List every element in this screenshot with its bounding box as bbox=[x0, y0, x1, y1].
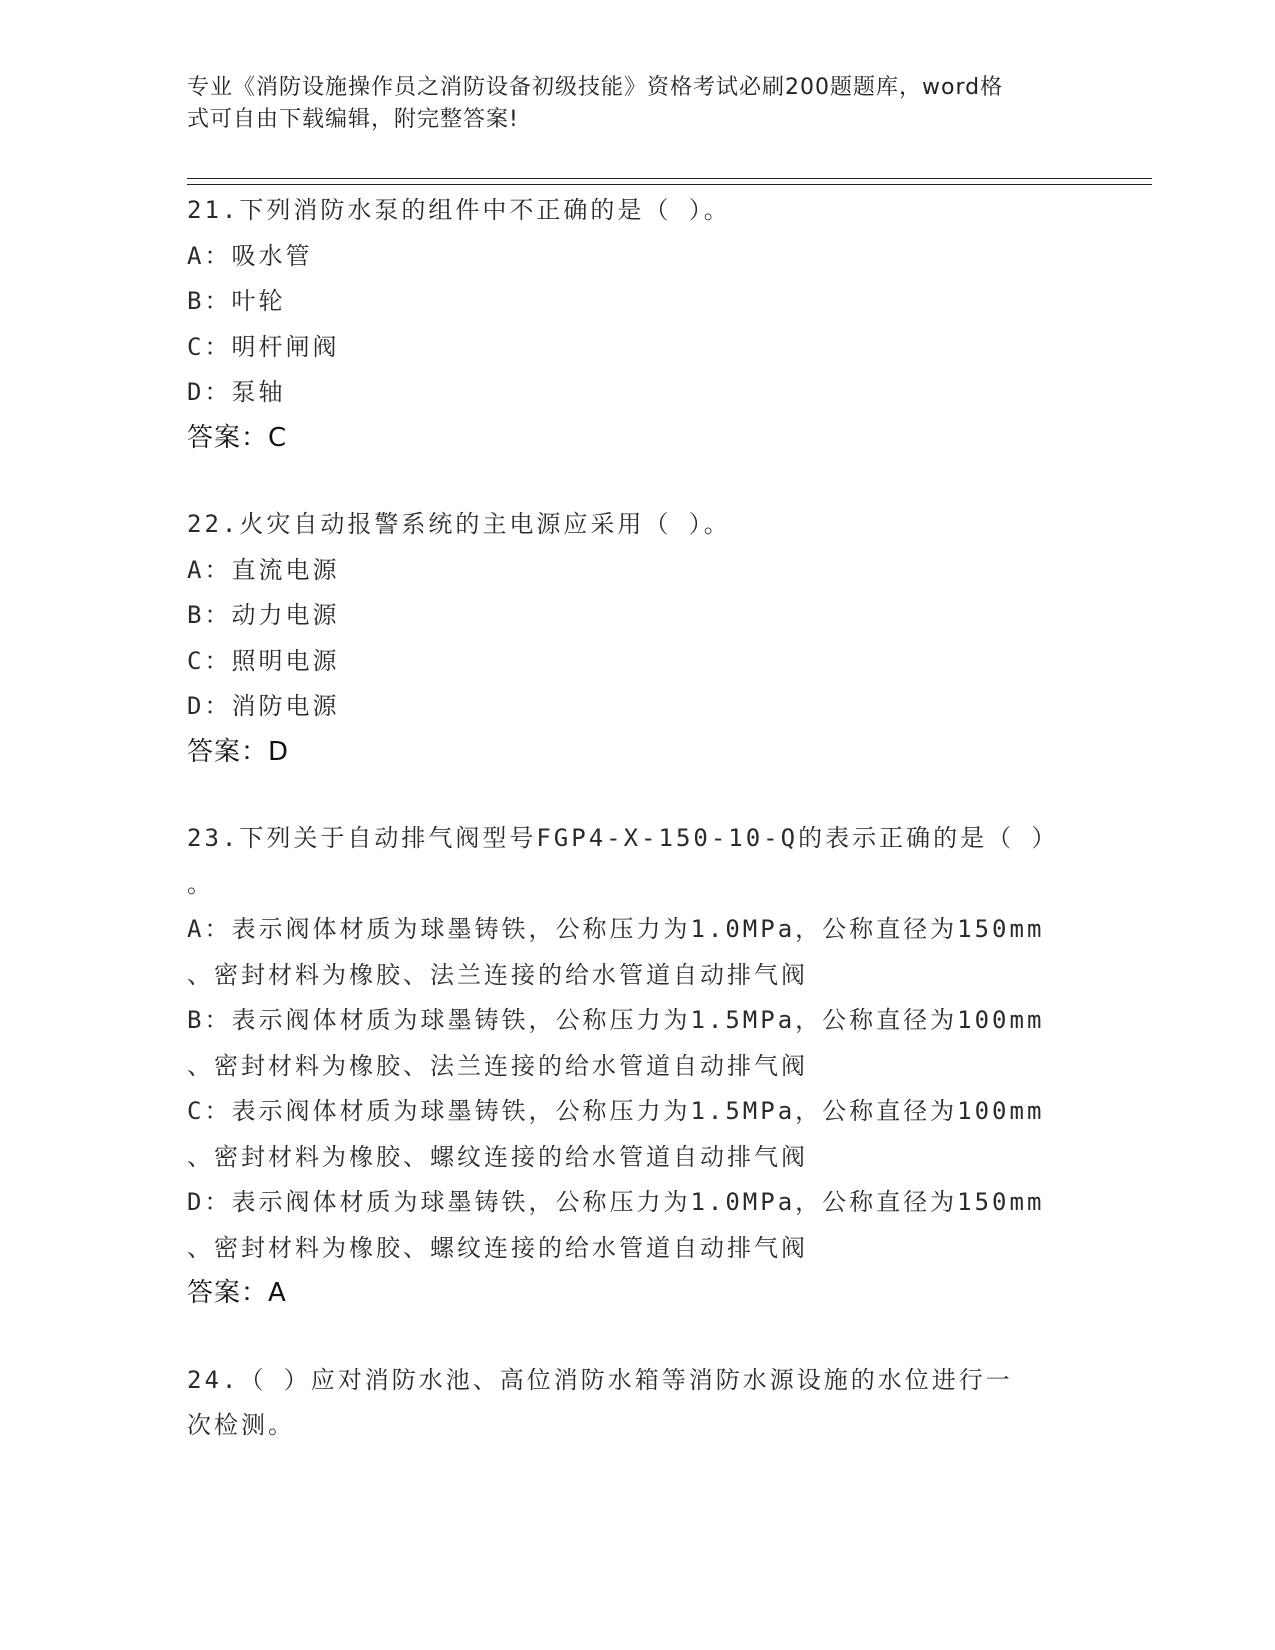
question-block bbox=[187, 502, 1087, 816]
answer-key: 答案：D bbox=[187, 736, 290, 767]
answer-option-line: D：泵轴 bbox=[187, 378, 286, 406]
answer-option-line: A：吸水管 bbox=[187, 241, 313, 270]
header-divider-bottom bbox=[187, 184, 1152, 185]
header-divider-top bbox=[187, 178, 1152, 179]
answer-option-line: B：表示阀体材质为球墨铸铁，公称压力为1.5MPa，公称直径为100mm bbox=[187, 1006, 1045, 1034]
question-stem-line: 21.下列消防水泵的组件中不正确的是（ ）。 bbox=[187, 196, 731, 224]
answer-option-line: C：表示阀体材质为球墨铸铁，公称压力为1.5MPa，公称直径为100mm bbox=[187, 1097, 1045, 1125]
question-block bbox=[187, 1358, 1087, 1449]
header-line-2: 式可自由下载编辑，附完整答案! bbox=[187, 107, 519, 132]
answer-option-line: C：明杆闸阀 bbox=[187, 332, 340, 361]
answer-option-line: 、密封材料为橡胶、螺纹连接的给水管道自动排气阀 bbox=[187, 1233, 808, 1262]
answer-key: 答案：C bbox=[187, 422, 288, 453]
question-spacer bbox=[187, 461, 1087, 502]
question-spacer bbox=[187, 775, 1087, 816]
question-stem-line: 次检测。 bbox=[187, 1411, 295, 1439]
answer-option-line: D：消防电源 bbox=[187, 692, 340, 720]
question-stem-line: 23.下列关于自动排气阀型号FGP4-X-150-10-Q的表示正确的是（ ） bbox=[187, 824, 1059, 852]
answer-option-line: A：表示阀体材质为球墨铸铁，公称压力为1.0MPa，公称直径为150mm bbox=[187, 915, 1045, 943]
answer-option-line: B：叶轮 bbox=[187, 287, 286, 315]
answer-key: 答案：A bbox=[187, 1278, 287, 1308]
answer-option-line: B：动力电源 bbox=[187, 601, 340, 629]
question-stem-line: 24.（ ）应对消防水池、高位消防水箱等消防水源设施的水位进行一 bbox=[187, 1365, 1013, 1394]
question-block bbox=[187, 188, 1087, 502]
header-line-1: 专业《消防设施操作员之消防设备初级技能》资格考试必刷200题题库，word格 bbox=[187, 75, 1004, 100]
answer-option-line: C：照明电源 bbox=[187, 646, 340, 675]
question-block bbox=[187, 816, 1087, 1358]
answer-option-line: 、密封材料为橡胶、法兰连接的给水管道自动排气阀 bbox=[187, 1051, 808, 1080]
answer-option-line: 、密封材料为橡胶、法兰连接的给水管道自动排气阀 bbox=[187, 960, 808, 989]
question-spacer bbox=[187, 1317, 1087, 1358]
answer-option-line: D：表示阀体材质为球墨铸铁，公称压力为1.0MPa，公称直径为150mm bbox=[187, 1188, 1045, 1216]
document-header bbox=[187, 72, 1067, 136]
question-stem-line: 22.火灾自动报警系统的主电源应采用（ ）。 bbox=[187, 510, 731, 538]
answer-option-line: 、密封材料为橡胶、螺纹连接的给水管道自动排气阀 bbox=[187, 1142, 808, 1171]
question-list bbox=[187, 188, 1087, 1449]
answer-option-line: A：直流电源 bbox=[187, 555, 340, 584]
question-stem-line: 。 bbox=[187, 869, 214, 898]
